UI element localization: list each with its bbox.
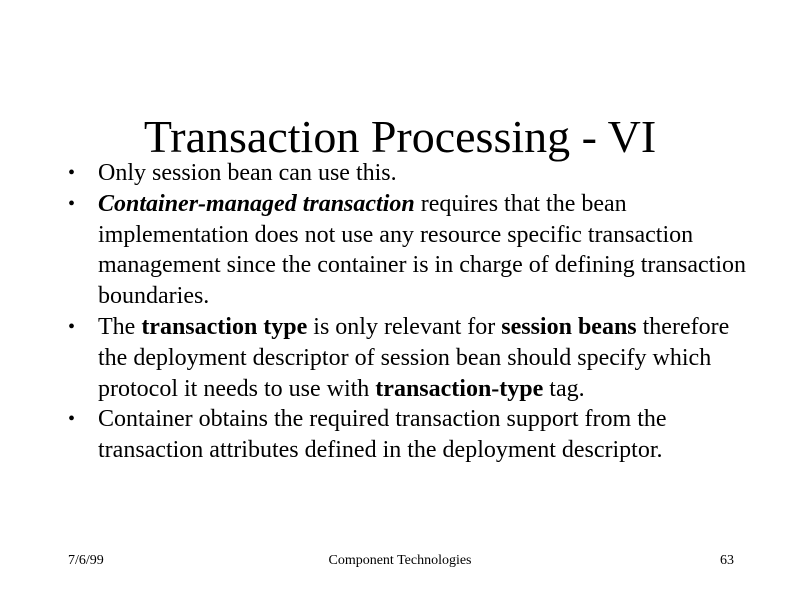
bullet-2-text: requires that the bean implementation does not use any resource specific transaction management since the container is in charge of defining transaction boundaries. [98, 190, 746, 310]
bullet-item-2 [68, 189, 748, 312]
bullet-glyph: • [68, 162, 76, 184]
term-container-managed-transaction: Container-managed transaction [98, 190, 415, 217]
slide-title: Transaction Processing - VI [143, 110, 657, 162]
bullet-list [68, 158, 748, 466]
bullet-3-text-c: therefore the deployment descriptor of session bean should specify which protocol it needs to use with [98, 313, 730, 402]
bullet-3-text-d: tag. [543, 375, 585, 402]
footer-date: 7/6/99 [68, 553, 104, 568]
term-session-beans: session beans [501, 313, 637, 340]
page-number: 63 [720, 553, 734, 568]
bullet-3-text-a: The [98, 313, 142, 340]
bullet-glyph: • [68, 192, 76, 215]
bullet-item-4 [68, 404, 748, 466]
bullet-glyph: • [68, 408, 76, 431]
bullet-4-text: Container obtains the required transaction support from the transaction attributes defined in the deployment descriptor. [98, 406, 667, 464]
bullet-3-text-b: is only relevant for [307, 313, 502, 340]
bullet-glyph: • [68, 315, 76, 338]
term-transaction-type: transaction type [141, 313, 308, 340]
bullet-item-1 [68, 158, 748, 189]
bullet-1-text: Only session bean can use this. [98, 160, 397, 186]
term-transaction-type-tag: transaction-type [375, 375, 544, 402]
bullet-item-3 [68, 312, 748, 404]
footer-title: Component Technologies [328, 553, 472, 568]
